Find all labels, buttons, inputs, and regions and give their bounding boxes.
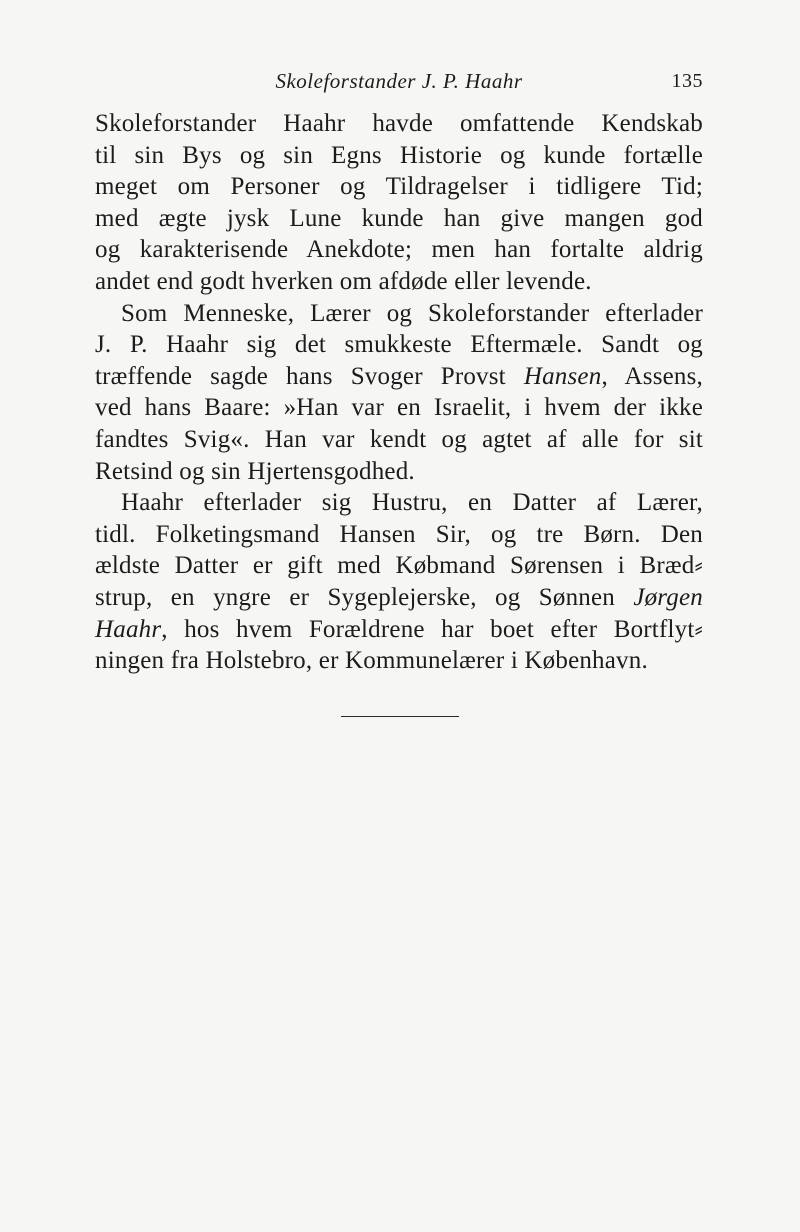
text-line: ved hans Baare: »Han var en Israelit, i hvem der ikke [95,394,703,422]
running-title: Skoleforstander J. P. Haahr [275,69,523,93]
text-line: ældste Datter er gift med Købmand Sørensen i Bræd⸗ [95,552,703,580]
italic-name: Jørgen [633,583,704,611]
text-line: J. P. Haahr sig det smukkeste Eftermæle. Sandt og [95,331,703,359]
text-line: Skoleforstander Haahr havde omfattende Kendskab [95,110,703,137]
text-line: ningen fra Holstebro, er Kommunelærer i København. [95,647,648,675]
text-line: til sin Bys og sin Egns Historie og kunde fortælle [95,141,703,169]
text-segment: strup, en yngre er Sygeplejerske, og Sønnen [95,583,615,611]
text-line: og karakterisende Anekdote; men han fortalte aldrig [95,236,703,264]
text-line [95,614,703,646]
text-line [95,361,703,393]
section-divider [341,716,459,717]
text-segment: , hos hvem Forældrene har boet efter Bortflyt⸗ [161,615,703,643]
text-segment: træffende sagde hans Svoger Provst [95,362,506,390]
page-number: 135 [671,70,703,92]
text-line: fandtes Svig«. Han var kendt og agtet af alle for sit [95,425,703,453]
text-line: Som Menneske, Lærer og Skoleforstander efterlader [121,299,703,327]
body-text [95,108,703,677]
text-line: meget om Personer og Tildragelser i tidligere Tid; [95,173,703,201]
text-line: Haahr efterlader sig Hustru, en Datter af Lærer, [121,489,703,517]
text-line: andet end godt hverken om afdøde eller levende. [95,267,592,295]
text-line [95,582,703,614]
italic-name: Haahr [95,615,162,643]
italic-name: Hansen [523,362,602,390]
running-head [95,66,703,96]
text-segment: , Assens, [601,362,703,390]
text-line: tidl. Folketingsmand Hansen Sir, og tre Børn. Den [95,520,703,548]
text-line: Retsind og sin Hjertensgodhed. [95,457,415,485]
text-line: med ægte jysk Lune kunde han give mangen god [95,204,703,232]
